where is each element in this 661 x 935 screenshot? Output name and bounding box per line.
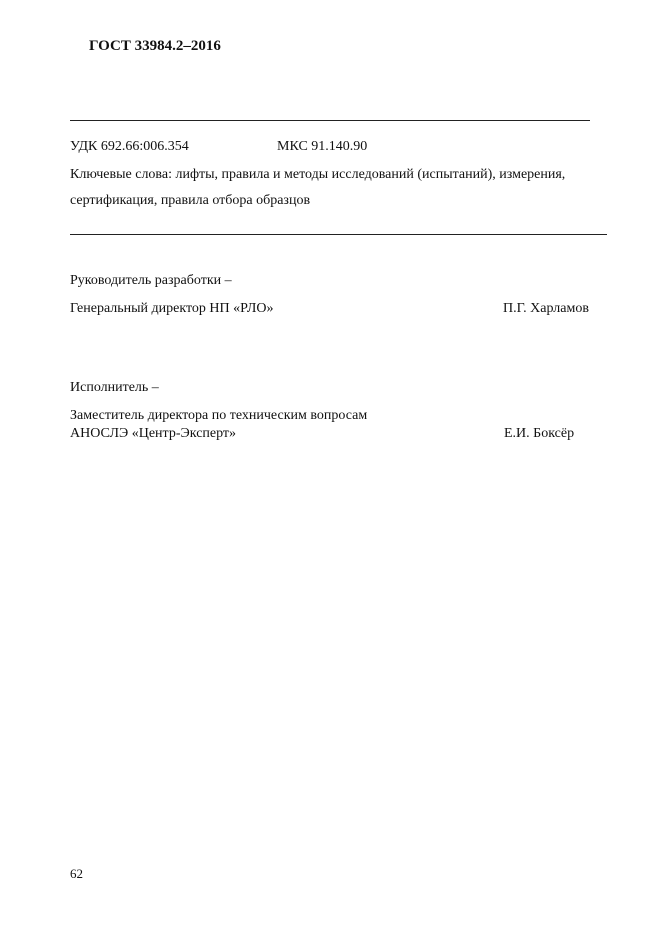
lead-title: Руководитель разработки – [70,273,232,288]
executor-title: Исполнитель – [70,380,159,395]
page-number: 62 [70,866,83,881]
executor-position-line-1: Заместитель директора по техническим вопросам [70,408,368,423]
keywords-line-1: Ключевые слова: лифты, правила и методы исследований (испытаний), измерения, [70,167,566,182]
lead-position: Генеральный директор НП «РЛО» [70,301,274,316]
executor-name: Е.И. Боксёр [504,426,575,441]
lead-name: П.Г. Харламов [503,301,589,316]
executor-position-line-2: АНОСЛЭ «Центр-Эксперт» [70,426,237,441]
mks-code: МКС 91.140.90 [277,139,368,154]
bottom-divider [70,234,607,235]
udk-code: УДК 692.66:006.354 [70,139,189,154]
top-divider [70,120,590,121]
keywords-line-2: сертификация, правила отбора образцов [70,193,311,208]
standard-code-header: ГОСТ 33984.2–2016 [89,38,221,54]
